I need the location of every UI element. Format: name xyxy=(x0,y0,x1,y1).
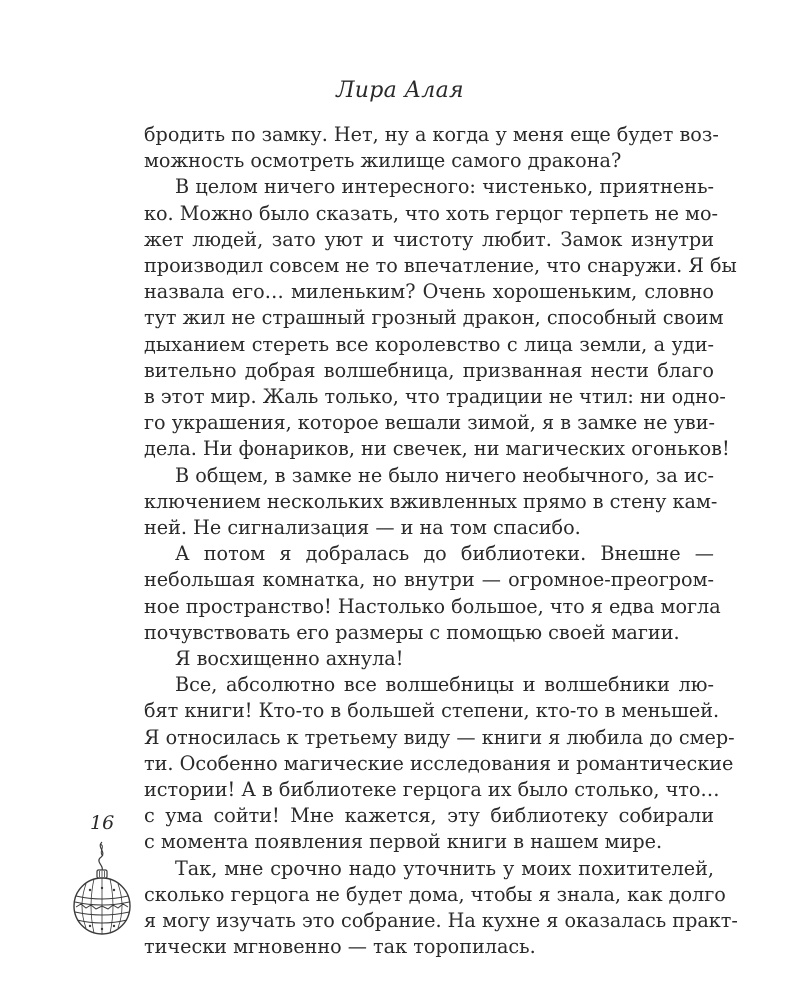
text-line: бят книги! Кто-то в большей степени, кто-то в меньшей. xyxy=(144,699,720,723)
text-line: ное пространство! Настолько большое, что я едва могла xyxy=(144,594,721,618)
christmas-ornament-icon xyxy=(70,840,134,940)
page-number: 16 xyxy=(90,812,115,834)
text-line: Так, мне срочно надо уточнить у моих похитителей, xyxy=(175,856,714,880)
text-line: Я относилась к третьему виду — книги я любила до смер- xyxy=(144,725,735,749)
text-line: почувствовать его размеры с помощью своей магии. xyxy=(144,620,680,644)
text-line: я могу изучать это собрание. На кухне я оказалась практ- xyxy=(144,909,738,933)
text-line: производил совсем не то впечатление, что снаружи. Я бы xyxy=(144,254,737,278)
text-line: с момента появления первой книги в нашем мире. xyxy=(144,830,663,854)
text-line: небольшая комнатка, но внутри — огромное-преогром- xyxy=(144,568,714,592)
text-line: дыханием стереть все королевство с лица земли, а уди- xyxy=(144,332,714,356)
running-header-author: Лира Алая xyxy=(336,78,464,103)
text-line: с ума сойти! Мне кажется, эту библиотеку собирали xyxy=(144,804,714,828)
text-line: тут жил не страшный грозный дракон, способный своим xyxy=(144,306,724,330)
text-line: ти. Особенно магические исследования и романтические xyxy=(144,751,734,775)
text-line: истории! А в библиотеке герцога их было столько, что… xyxy=(144,778,720,802)
text-line: в этот мир. Жаль только, что традиции не чтил: ни одно- xyxy=(144,385,726,409)
text-line: А потом я добралась до библиотеки. Внешне — xyxy=(175,542,714,566)
text-line: В целом ничего интересного: чистенько, приятнень- xyxy=(175,175,714,199)
text-line: ко. Можно было сказать, что хоть герцог терпеть не мо- xyxy=(144,201,719,225)
text-line: назвала его… миленьким? Очень хорошеньким, словно xyxy=(144,280,714,304)
text-line: жет людей, зато уют и чистоту любит. Замок изнутри xyxy=(144,227,714,251)
text-line: Я восхищенно ахнула! xyxy=(175,647,404,671)
text-line: Все, абсолютно все волшебницы и волшебники лю- xyxy=(175,673,714,697)
text-line: го украшения, которое вешали зимой, я в замке не уви- xyxy=(144,411,715,435)
text-line: дела. Ни фонариков, ни свечек, ни магических огоньков! xyxy=(144,437,730,461)
text-line: бродить по замку. Нет, ну а когда у меня еще будет воз- xyxy=(144,123,719,146)
text-line: сколько герцога не будет дома, чтобы я знала, как долго xyxy=(144,882,726,906)
text-line: ключением нескольких вживленных прямо в стену кам- xyxy=(144,489,718,513)
body-text xyxy=(144,122,738,961)
text-line: вительно добрая волшебница, призванная нести благо xyxy=(144,358,714,382)
text-line: ней. Не сигнализация — и на том спасибо. xyxy=(144,516,581,540)
text-line: тически мгновенно — так торопилась. xyxy=(144,935,536,959)
text-line: можность осмотреть жилище самого дракона? xyxy=(144,149,622,173)
text-line: В общем, в замке не было ничего необычного, за ис- xyxy=(175,463,714,487)
